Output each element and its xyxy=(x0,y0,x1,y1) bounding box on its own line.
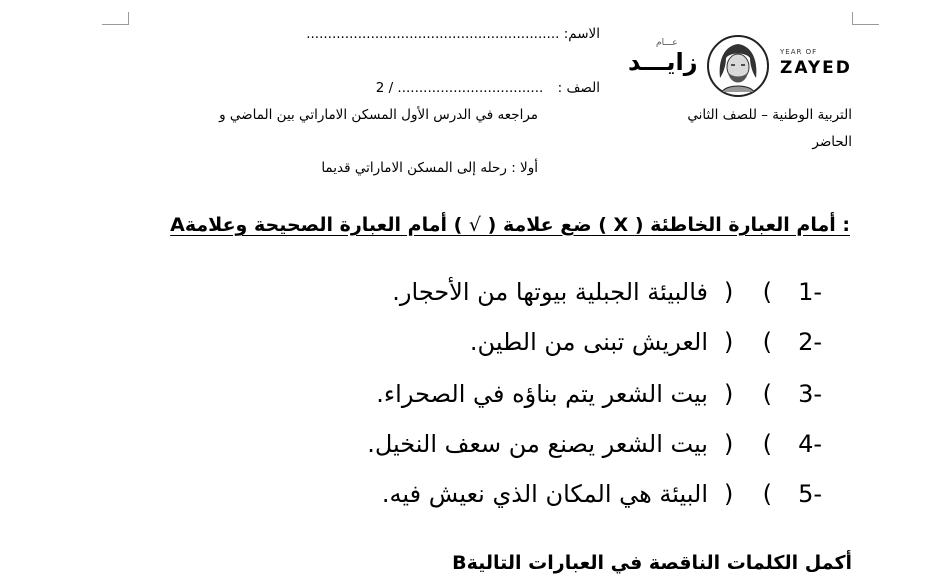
section-a-title-end: ) أمام العبارة الخاطئة : xyxy=(634,214,850,236)
statement-number: 2- xyxy=(798,328,822,356)
section-a-title-start: Aضع علامة ( xyxy=(170,214,592,236)
logo-zayed: ZAYED xyxy=(780,58,852,78)
answer-box[interactable]: ) ( xyxy=(724,380,772,408)
check-mark-icon: √ xyxy=(468,214,482,236)
statement-number: 3- xyxy=(798,380,822,408)
statement-text: فالبيئة الجبلية بيوتها من الأحجار. xyxy=(392,278,708,306)
subject-title: التربية الوطنية – للصف الثاني xyxy=(687,107,852,123)
answer-box[interactable]: ) ( xyxy=(724,430,772,458)
statement-number: 5- xyxy=(798,480,822,508)
statement-number: 1- xyxy=(798,278,822,306)
statement-item-5 xyxy=(382,480,822,508)
statement-text: بيت الشعر يتم بناؤه في الصحراء. xyxy=(376,380,708,408)
answer-box[interactable]: ) ( xyxy=(724,278,772,306)
statement-item-3 xyxy=(376,380,822,408)
logo-arabic-zayed: زايـــد xyxy=(628,48,698,76)
answer-box[interactable]: ) ( xyxy=(724,480,772,508)
subject-title-continuation: الحاضر xyxy=(812,134,852,150)
answer-box[interactable]: ) ( xyxy=(724,328,772,356)
lesson-title: مراجعه في الدرس الأول المسكن الاماراتي بين الماضي و xyxy=(219,107,538,123)
statement-text: بيت الشعر يصنع من سعف النخيل. xyxy=(367,430,708,458)
statement-item-4 xyxy=(367,430,822,458)
name-field[interactable]: الاسم: ........................................................... xyxy=(306,26,600,42)
logo-arabic-small: عـــام xyxy=(656,38,678,48)
page-corner-mark-left xyxy=(102,12,129,25)
statement-text: البيئة هي المكان الذي نعيش فيه. xyxy=(381,480,708,508)
statement-number: 4- xyxy=(798,430,822,458)
statement-item-1 xyxy=(392,278,822,306)
section-b-instruction: Bأكمل الكلمات الناقصة في العبارات التالية xyxy=(452,552,852,574)
statement-item-2 xyxy=(470,328,822,356)
statement-text: العريش تبنى من الطين. xyxy=(469,328,708,356)
section-a-instruction xyxy=(170,214,850,236)
first-section-heading: أولا : رحله إلى المسكن الاماراتي قديما xyxy=(321,160,538,176)
class-field[interactable] xyxy=(376,80,600,96)
section-a-title-mid: ) أمام العبارة الصحيحة وعلامة ( xyxy=(184,214,607,236)
year-of-zayed-logo xyxy=(628,34,850,98)
class-value: 2 / .................................. xyxy=(375,80,544,96)
logo-year-of: YEAR OF xyxy=(780,48,818,56)
class-label: الصف : xyxy=(557,80,600,96)
x-mark-icon: X xyxy=(613,214,629,236)
zayed-portrait-icon xyxy=(706,34,770,98)
page-corner-mark-right xyxy=(852,12,879,25)
